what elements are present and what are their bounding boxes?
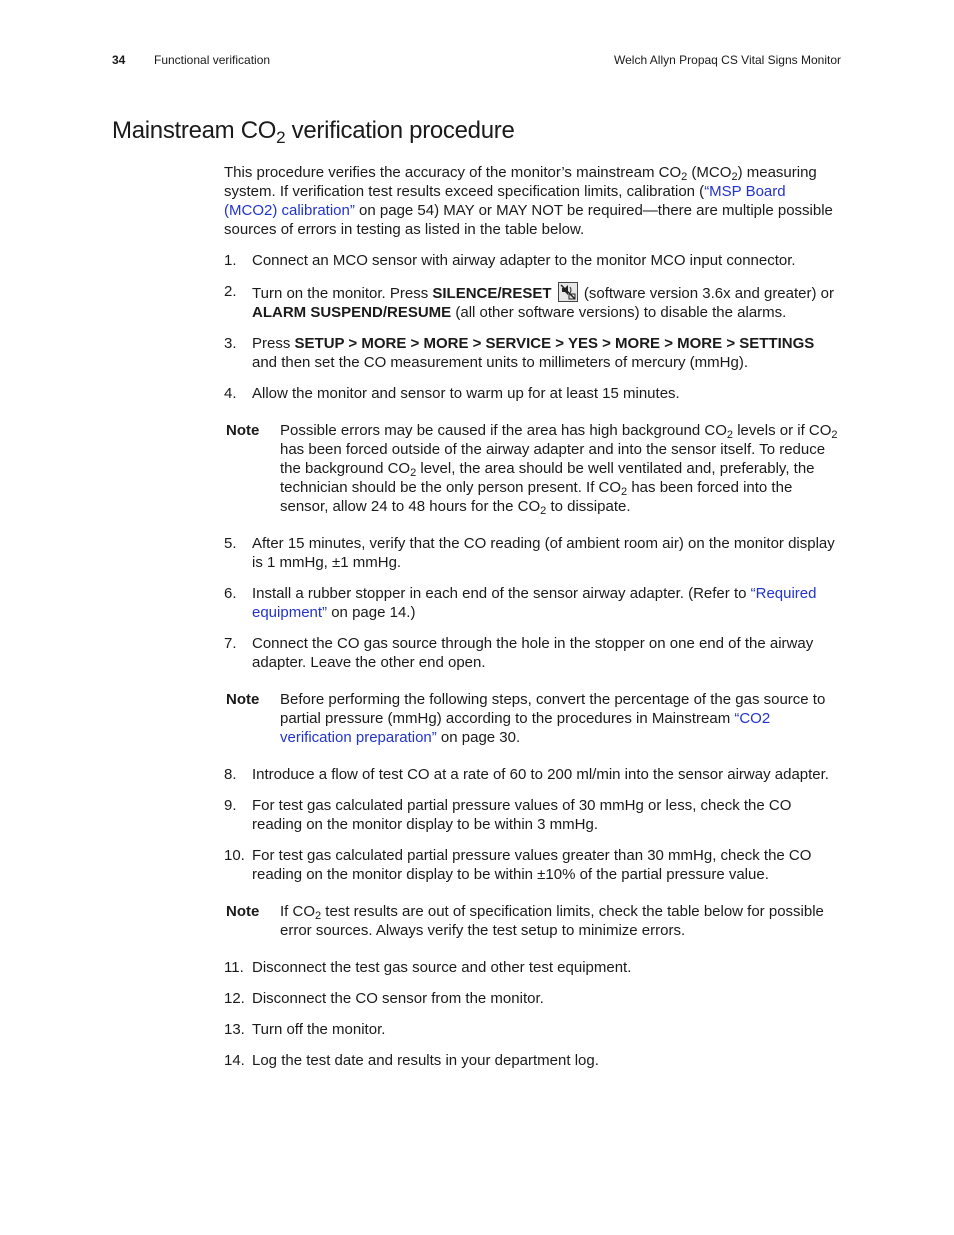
list-item: 13. Turn off the monitor. xyxy=(224,1021,386,1038)
steps-list-c xyxy=(224,765,840,884)
steps-list-a xyxy=(224,251,840,403)
list-item: 8. Introduce a flow of test CO at a rate of 60 to 200 ml/min into the sensor airway adapter. xyxy=(224,766,829,783)
list-item: 9. For test gas calculated partial pressure values of 30 mmHg or less, check the CO reading on the monitor display to be within 3 mmHg. xyxy=(224,797,792,833)
document-title-header: Welch Allyn Propaq CS Vital Signs Monitor xyxy=(614,53,841,67)
silence-reset-icon xyxy=(558,282,578,302)
steps-list-d xyxy=(224,958,840,1070)
list-item: 11. Disconnect the test gas source and other test equipment. xyxy=(224,959,632,976)
note-background-co2: Note Possible errors may be caused if the area has high background $CO_2$ levels or if $CO_2$ has been forced outside of the airway adapter and into the sensor itself. To reduce the background $CO_2$ level, the area should be well ventilated and, preferably, the technician should be the only person present. If $CO_2$ has been forced into the sensor, allow 24 to 48 hours for the $CO_2$ to dissipate. xyxy=(226,422,838,517)
procedure-body xyxy=(224,163,840,1082)
list-item: 10. For test gas calculated partial pressure values greater than 30 mmHg, check the CO reading on the monitor display to be within ±10% of the partial pressure value. xyxy=(224,847,812,883)
list-item: 3. Press SETUP > MORE > MORE > SERVICE > YES > MORE > MORE > SETTINGS and then set the CO measurement units to millimeters of mercury (mmHg). xyxy=(224,335,815,371)
note-partial-pressure: Note Before performing the following steps, convert the percentage of the gas source to partial pressure (mmHg) according to the procedures in Mainstream “CO2 verification preparation” on page 30. xyxy=(226,691,826,746)
list-item: 6. Install a rubber stopper in each end of the sensor airway adapter. (Refer to “Required equipment” on page 14.) xyxy=(224,585,817,621)
list-item: 2. Turn on the monitor. Press SILENCE/RESET (software version 3.6x and greater) or ALARM SUSPEND/RESUME (all other software versions) to disable the alarms. xyxy=(224,283,835,321)
msp-board-calibration-link[interactable]: “MSP Board (MCO2) calibration” xyxy=(224,183,786,219)
list-item: 4. Allow the monitor and sensor to warm up for at least 15 minutes. xyxy=(224,385,680,402)
page-number: 34 xyxy=(112,53,126,67)
list-item: 12. Disconnect the CO sensor from the monitor. xyxy=(224,990,544,1007)
intro-paragraph: This procedure verifies the accuracy of the monitor’s mainstream $CO_2$ $(MCO_2)$ measuring system. If verification test results exceed specification limits, calibration (“MSP Board (MCO2) calibration” on page 54) MAY or MAY NOT be required—there are multiple possible sources of errors in testing as listed in the table below. xyxy=(224,164,833,238)
list-item: 1. Connect an MCO sensor with airway adapter to the monitor MCO input connector. xyxy=(224,252,796,269)
section-header: Functional verification xyxy=(154,53,271,67)
list-item: 14. Log the test date and results in your department log. xyxy=(224,1052,599,1069)
list-item: 7. Connect the CO gas source through the hole in the stopper on one end of the airway adapter. Leave the other end open. xyxy=(224,635,814,671)
steps-list-b xyxy=(224,534,840,672)
required-equipment-link[interactable]: “Required equipment” xyxy=(252,585,817,621)
note-spec-limits: Note If $CO_2$ test results are out of specification limits, check the table below for possible error sources. Always verify the test setup to minimize errors. xyxy=(226,903,824,939)
co2-verification-preparation-link[interactable]: “CO2 verification preparation” xyxy=(280,710,771,746)
page-title: Mainstream $CO_2$ verification procedure xyxy=(112,117,515,147)
list-item: 5. After 15 minutes, verify that the CO reading (of ambient room air) on the monitor display is 1 mmHg, ±1 mmHg. xyxy=(224,535,835,571)
